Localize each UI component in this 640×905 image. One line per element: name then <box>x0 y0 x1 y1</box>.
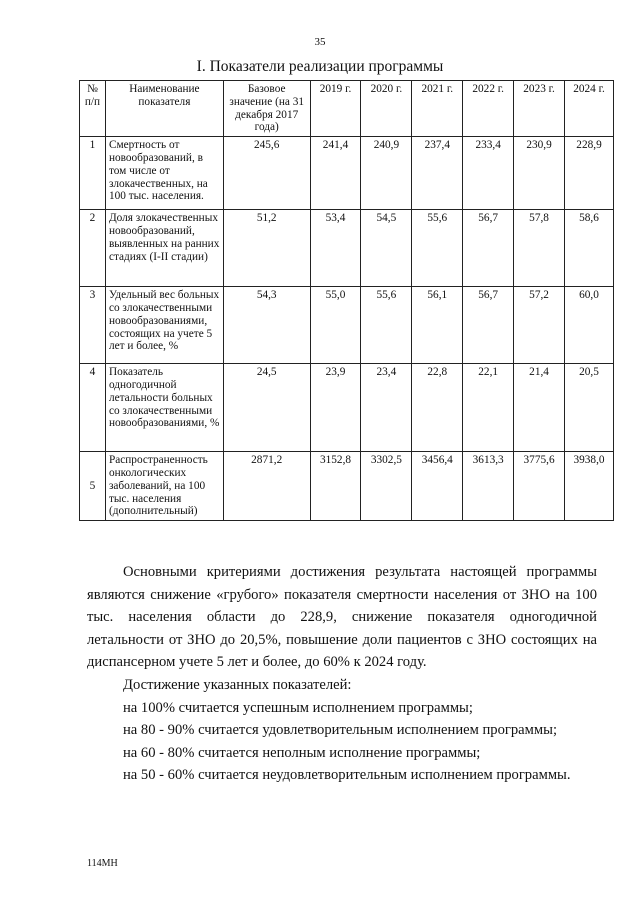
header-cell: Базовое значение (на 31 декабря 2017 года) <box>223 81 310 137</box>
value-cell: 23,4 <box>361 364 412 452</box>
indicator-name: Удельный вес больных со злокачественными новообразованиями, состоящих на учете 5 лет и более, % <box>105 287 223 364</box>
row-number: 1 <box>80 137 106 210</box>
value-cell: 60,0 <box>565 287 614 364</box>
value-cell: 22,8 <box>412 364 463 452</box>
criteria-item: на 60 - 80% считается неполным исполнение программы; <box>123 744 481 761</box>
table-row <box>80 287 614 364</box>
value-cell: 3938,0 <box>565 452 614 521</box>
value-cell: 24,5 <box>223 364 310 452</box>
criteria-paragraph: Основными критериями достижения результата настоящей программы являются снижение «грубого» показателя смертности населения от ЗНО на 100 тыс. населения области до 228,9, снижение показателя одногодичной летальности от ЗНО до 20,5%, повышение доли пациентов с ЗНО состоящих на диспансерном учете 5 лет и более, до 60% к 2024 году. <box>87 564 597 671</box>
value-cell: 233,4 <box>463 137 514 210</box>
value-cell: 56,1 <box>412 287 463 364</box>
value-cell: 58,6 <box>565 210 614 287</box>
value-cell: 3775,6 <box>514 452 565 521</box>
criteria-item: на 100% считается успешным исполнением программы; <box>123 699 473 716</box>
value-cell: 230,9 <box>514 137 565 210</box>
header-cell: Наименование показателя <box>105 81 223 137</box>
value-cell: 245,6 <box>223 137 310 210</box>
value-cell: 3613,3 <box>463 452 514 521</box>
indicator-name: Смертность от новообразований, в том числе от злокачественных, на 100 тыс. населения. <box>105 137 223 210</box>
body-text <box>87 561 597 787</box>
page-number: 35 <box>314 36 326 48</box>
table-row <box>80 452 614 521</box>
achievement-intro: Достижение указанных показателей: <box>123 676 352 693</box>
indicator-name: Доля злокачественных новообразований, выявленных на ранних стадиях (I-II стадии) <box>105 210 223 287</box>
value-cell: 55,6 <box>412 210 463 287</box>
header-cell: № п/п <box>80 81 106 137</box>
section-title: I. Показатели реализации программы <box>196 58 444 75</box>
value-cell: 237,4 <box>412 137 463 210</box>
indicator-name: Показатель одногодичной летальности больных со злокачественными новообразованиями, % <box>105 364 223 452</box>
indicator-name: Распространенность онкологических заболеваний, на 100 тыс. населения (дополнительный) <box>105 452 223 521</box>
value-cell: 22,1 <box>463 364 514 452</box>
value-cell: 57,8 <box>514 210 565 287</box>
value-cell: 56,7 <box>463 287 514 364</box>
value-cell: 240,9 <box>361 137 412 210</box>
value-cell: 21,4 <box>514 364 565 452</box>
header-cell: 2022 г. <box>463 81 514 137</box>
value-cell: 56,7 <box>463 210 514 287</box>
value-cell: 55,0 <box>310 287 361 364</box>
value-cell: 51,2 <box>223 210 310 287</box>
header-cell: 2019 г. <box>310 81 361 137</box>
table-row <box>80 364 614 452</box>
value-cell: 57,2 <box>514 287 565 364</box>
value-cell: 23,9 <box>310 364 361 452</box>
header-cell: 2021 г. <box>412 81 463 137</box>
table-row <box>80 137 614 210</box>
value-cell: 20,5 <box>565 364 614 452</box>
value-cell: 3456,4 <box>412 452 463 521</box>
value-cell: 3302,5 <box>361 452 412 521</box>
table-row <box>80 210 614 287</box>
value-cell: 228,9 <box>565 137 614 210</box>
header-cell: 2024 г. <box>565 81 614 137</box>
value-cell: 241,4 <box>310 137 361 210</box>
header-cell: 2023 г. <box>514 81 565 137</box>
value-cell: 53,4 <box>310 210 361 287</box>
value-cell: 3152,8 <box>310 452 361 521</box>
row-number: 4 <box>80 364 106 452</box>
value-cell: 55,6 <box>361 287 412 364</box>
row-number: 3 <box>80 287 106 364</box>
value-cell: 54,5 <box>361 210 412 287</box>
table-header-row <box>80 81 614 137</box>
indicators-table <box>79 80 614 521</box>
header-cell: 2020 г. <box>361 81 412 137</box>
value-cell: 54,3 <box>223 287 310 364</box>
value-cell: 2871,2 <box>223 452 310 521</box>
row-number: 2 <box>80 210 106 287</box>
criteria-item: на 50 - 60% считается неудовлетворительным исполнением программы. <box>123 767 571 784</box>
row-number: 5 <box>80 452 106 521</box>
criteria-item: на 80 - 90% считается удовлетворительным исполнением программы; <box>123 722 557 739</box>
document-code: 114МН <box>87 858 118 869</box>
